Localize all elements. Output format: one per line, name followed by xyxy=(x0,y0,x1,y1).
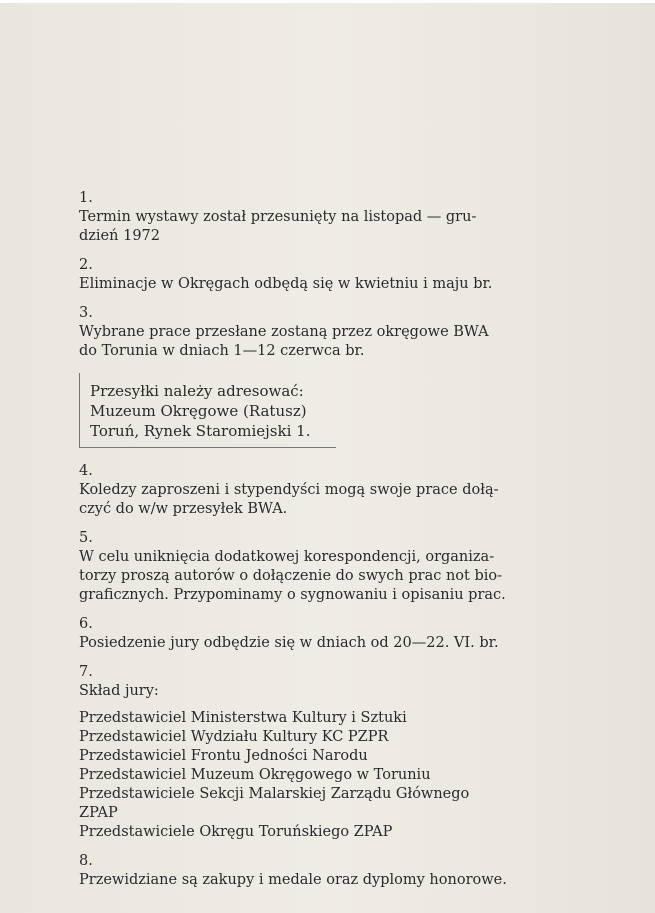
jury-member: Przedstawiciel Frontu Jedności Narodu xyxy=(79,748,368,764)
item-4 xyxy=(79,462,519,519)
item-number: 7. xyxy=(79,664,93,680)
item-text: Koledzy zaproszeni i stypendyści mogą swoje prace dołą- czyć do w/w przesyłek BWA. xyxy=(79,482,499,517)
item-3 xyxy=(79,304,519,361)
jury-member: Przedstawiciele Sekcji Malarskiej Zarządu Głównego ZPAP xyxy=(79,786,470,821)
item-8 xyxy=(79,852,519,890)
item-text: Posiedzenie jury odbędzie się w dniach od 20—22. VI. br. xyxy=(79,635,499,651)
item-6 xyxy=(79,615,519,653)
item-number: 1. xyxy=(79,190,93,206)
item-text: Eliminacje w Okręgach odbędą się w kwietniu i maju br. xyxy=(79,276,493,292)
document-content xyxy=(79,189,519,900)
item-5 xyxy=(79,529,519,605)
address-line-1: Przesyłki należy adresować: xyxy=(90,382,304,400)
item-number: 6. xyxy=(79,616,93,632)
item-2 xyxy=(79,256,519,294)
jury-heading: Skład jury: xyxy=(79,683,159,699)
item-1 xyxy=(79,189,519,246)
jury-member: Przedstawiciel Wydziału Kultury KC PZPR xyxy=(79,729,389,745)
address-line-3: Toruń, Rynek Staromiejski 1. xyxy=(90,422,311,440)
item-text: Wybrane prace przesłane zostaną przez okręgowe BWA do Torunia w dniach 1—12 czerwca br. xyxy=(79,324,489,359)
item-text: Termin wystawy został przesunięty na listopad — gru- dzień 1972 xyxy=(79,209,477,244)
item-text: Przewidziane są zakupy i medale oraz dyplomy honorowe. xyxy=(79,872,507,888)
address-box-wrap xyxy=(79,373,519,448)
item-number: 4. xyxy=(79,463,93,479)
item-number: 8. xyxy=(79,853,93,869)
item-text: W celu uniknięcia dodatkowej korespondencji, organiza- torzy proszą autorów o dołączenie do swych prac not bio- graficznych. Przypominamy o sygnowaniu i opisaniu prac. xyxy=(79,549,506,603)
address-box xyxy=(79,373,336,448)
item-number: 3. xyxy=(79,305,93,321)
jury-member: Przedstawiciele Okręgu Toruńskiego ZPAP xyxy=(79,824,393,840)
item-number: 2. xyxy=(79,257,93,273)
item-7-jury xyxy=(79,663,519,842)
address-line-2: Muzeum Okręgowe (Ratusz) xyxy=(90,402,307,420)
jury-member: Przedstawiciel Muzeum Okręgowego w Toruniu xyxy=(79,767,431,783)
jury-member: Przedstawiciel Ministerstwa Kultury i Sztuki xyxy=(79,710,407,726)
item-number: 5. xyxy=(79,530,93,546)
